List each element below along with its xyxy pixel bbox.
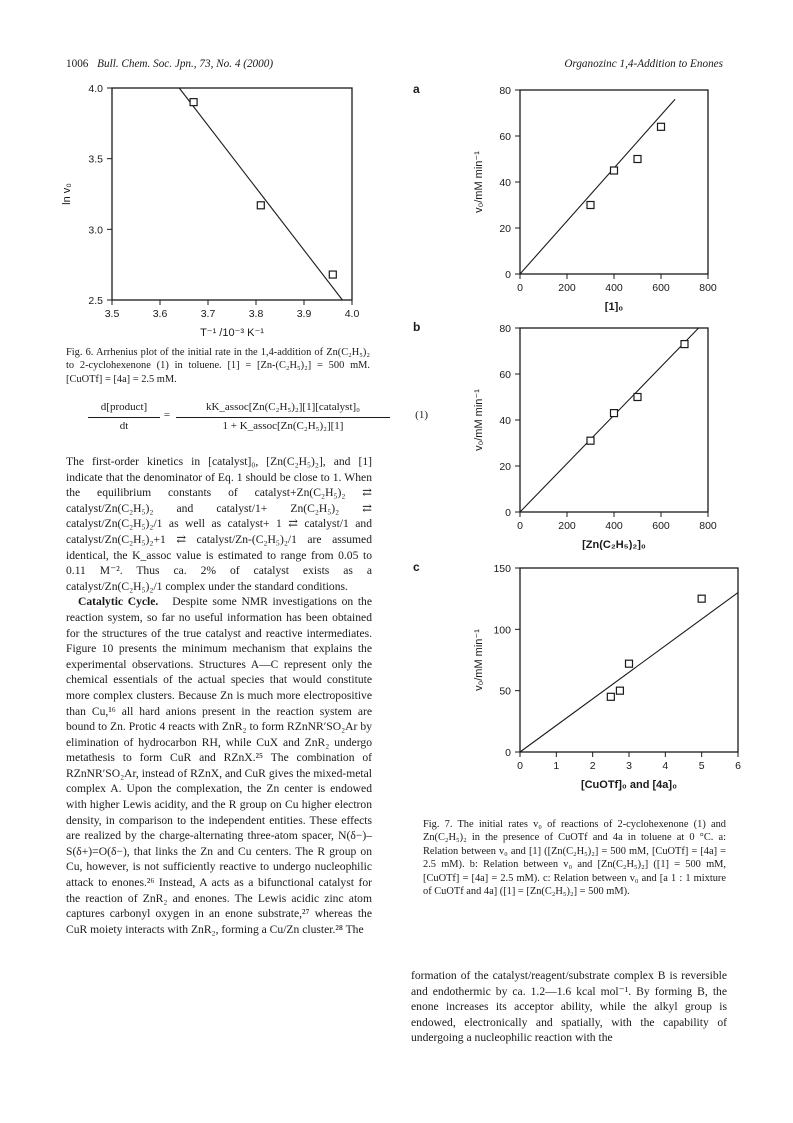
fig7-panel-c-letter: c bbox=[413, 560, 420, 574]
eq-rhs-numerator: kK_assoc[Zn(C₂H₅)₂][1][catalyst]₀ bbox=[205, 401, 360, 413]
eq-equals-sign: = bbox=[163, 409, 171, 421]
y-tick-label: 60 bbox=[499, 131, 511, 143]
y-tick-label: 40 bbox=[499, 415, 511, 427]
y-tick-label: 2.5 bbox=[88, 295, 103, 307]
y-tick-label: 80 bbox=[499, 323, 511, 335]
data-point bbox=[634, 394, 641, 401]
y-tick-label: 0 bbox=[505, 747, 511, 759]
fig7-panel-a-plot bbox=[470, 80, 740, 312]
data-point bbox=[587, 202, 594, 209]
x-tick-label: 6 bbox=[735, 760, 741, 772]
y-tick-label: 80 bbox=[499, 85, 511, 97]
x-tick-label: 800 bbox=[699, 520, 717, 532]
journal-citation: Bull. Chem. Soc. Jpn., 73, No. 4 (2000) bbox=[97, 58, 274, 70]
x-axis-label: [1]₀ bbox=[604, 301, 624, 312]
plot-frame bbox=[520, 328, 708, 512]
x-tick-label: 3.5 bbox=[104, 308, 120, 320]
fig7-caption: Fig. 7. The initial rates v₀ of reactions of 2-cyclohexenone (1) and Zn(C₂H₅)₂ in the presence of CuOTf and 4a in toluene at 0 °C. a: Relation between v₀ and [1] ([Zn(C₂H₅)₂] = 500 mM, [CuOTf] = [4a] = 2.5 mM). b: Relation between v₀ and [Zn(C₂H₅)₂] ([1] = 500 mM, [CuOTf] = [4a] = 2.5 mM). c: Relation between v₀ and [a 1 : 1 mixture of CuOTf and 4a] ([1] = [Zn(C₂H₅)₂] = 500 mM). bbox=[423, 819, 726, 898]
x-tick-label: 200 bbox=[558, 520, 576, 532]
x-tick-label: 5 bbox=[698, 760, 705, 772]
x-axis-label: T⁻¹ /10⁻³ K⁻¹ bbox=[200, 327, 264, 339]
eq-rhs-fraction-bar bbox=[176, 417, 390, 418]
y-tick-label: 60 bbox=[499, 369, 511, 381]
x-tick-label: 1 bbox=[553, 760, 560, 772]
eq-lhs-fraction-bar bbox=[88, 417, 160, 418]
fit-line bbox=[179, 88, 342, 300]
x-tick-label: 600 bbox=[652, 282, 670, 294]
x-tick-label: 0 bbox=[517, 282, 523, 294]
running-title: Organozinc 1,4-Addition to Enones bbox=[564, 58, 723, 70]
paragraph-catalytic-cycle bbox=[66, 594, 372, 937]
fit-line bbox=[520, 99, 675, 274]
paragraph-complex-formation: formation of the catalyst/reagent/substrate complex B is reversible and endothermic by ca. 1.2—1.6 kcal mol⁻¹. By forming B, the enone increases its acceptor ability, while the alkyl group is endowed, electronically and spatially, with the capability of undergoing a nucleophilic reaction with the bbox=[411, 969, 727, 1045]
y-tick-label: 3.0 bbox=[88, 224, 103, 237]
fig6-arrhenius-plot bbox=[60, 80, 390, 342]
x-tick-label: 4.0 bbox=[344, 308, 360, 320]
x-tick-label: 0 bbox=[517, 760, 523, 772]
body-right-column bbox=[411, 968, 727, 1046]
data-point bbox=[634, 156, 641, 163]
fit-line bbox=[520, 328, 699, 512]
x-tick-label: 3.7 bbox=[200, 308, 216, 320]
x-tick-label: 0 bbox=[517, 520, 523, 532]
running-header-left bbox=[66, 58, 273, 70]
fig7-panel-b-letter: b bbox=[413, 320, 421, 334]
data-point bbox=[329, 271, 336, 278]
data-point bbox=[658, 123, 665, 130]
y-tick-label: 20 bbox=[499, 223, 511, 235]
x-tick-label: 3.8 bbox=[248, 308, 264, 320]
section-heading-catalytic-cycle: Catalytic Cycle. bbox=[78, 595, 159, 609]
y-tick-label: 50 bbox=[499, 685, 511, 698]
y-axis-label: v₀/mM min⁻¹ bbox=[473, 389, 485, 451]
eq-rhs-denominator: 1 + K_assoc[Zn(C₂H₅)₂][1] bbox=[222, 420, 344, 432]
fit-line bbox=[520, 593, 738, 752]
x-tick-label: 400 bbox=[605, 282, 623, 294]
y-tick-label: 100 bbox=[493, 624, 511, 637]
x-tick-label: 600 bbox=[652, 520, 670, 532]
y-tick-label: 0 bbox=[505, 507, 511, 519]
data-point bbox=[611, 410, 618, 417]
x-tick-label: 800 bbox=[699, 282, 717, 294]
paragraph-first-order-kinetics: The first-order kinetics in [catalyst]₀, [Zn(C₂H₅)₂], and [1] indicate that the denominator of Eq. 1 should be close to 1. When the equilibrium constants of catalyst+Zn(C₂H₅)₂ ⇄ catalyst/Zn(C₂H₅)₂ and catalyst/1+ Zn(C₂H₅)₂ ⇄ catalyst/Zn(C₂H₅)₂/1 as well as catalyst+ 1 ⇄ catalyst/1 and catalyst/Zn(C₂H₅)₂+1 ⇄ catalyst/Zn-(C₂H₅)₂/1 are assumed identical, the K_assoc value is estimated to range from 0.05 to 0.11 M⁻². Thus ca. 2% of catalyst exists as a catalyst/Zn(C₂H₅)₂/1 complex under the standard conditions. bbox=[66, 455, 372, 593]
y-tick-label: 3.5 bbox=[88, 153, 103, 166]
data-point bbox=[616, 687, 623, 694]
x-tick-label: 3 bbox=[626, 760, 632, 772]
y-axis-label: v₀/mM min⁻¹ bbox=[473, 629, 485, 691]
y-tick-label: 40 bbox=[499, 177, 511, 189]
x-tick-label: 3.6 bbox=[152, 308, 168, 320]
plot-frame bbox=[520, 90, 708, 274]
rate-equation bbox=[88, 400, 428, 440]
data-point bbox=[698, 595, 705, 602]
x-tick-label: 200 bbox=[558, 282, 576, 294]
y-tick-label: 20 bbox=[499, 461, 511, 473]
fig7-panel-a-letter: a bbox=[413, 82, 420, 96]
x-axis-label: [CuOTf]₀ and [4a]₀ bbox=[580, 779, 678, 791]
fig7-panel-b-plot bbox=[470, 318, 740, 550]
plot-frame bbox=[112, 88, 352, 300]
y-tick-label: 0 bbox=[505, 269, 511, 281]
data-point bbox=[587, 437, 594, 444]
data-point bbox=[190, 99, 197, 106]
y-axis-label: v₀/mM min⁻¹ bbox=[473, 151, 485, 213]
data-point bbox=[626, 660, 633, 667]
catalytic-cycle-text: Despite some NMR investigations on the reaction system, so far no useful information has been obtained for the structures of the true catalyst and reactive intermediates. Figure 10 presents the minimum mechanism that explains the experimental observations. Structures A—C represent only the chemical essentials of the actual species that would constitute more complex clusters. Because Zn is much more electropositive than Cu,¹⁶ all hard anions present in the reaction system are bound to Zn. Protic 4 reacts with ZnR₂ to form RZnNR′SO₂Ar by elimination of hydrocarbon RH, while CuX and ZnR₂ undergo metathesis to form CuR and RZnX.²⁵ The combination of RZnNR′SO₂Ar, instead of RZnX, and CuR gives the mixed-metal complex A. Upon the complexation, the Zn center is endowed with higher Lewis acidity, and the R group on Cu higher electron density, in comparison to the independent entities. These effects are realized by the charge-alternating three-atom spacer, N(δ−)–S(δ+)=O(δ−), that links the Zn and Cu centers. The R group on Cu, however, is not sufficiently reactive to undergo nucleophilic attack to enones.²⁶ Instead, A acts as a bifunctional catalyst for the reaction of ZnR₂ and enones. The Lewis acidic zinc atom captures carbonyl oxygen in an enone substrate,²⁷ whereas the CuR moiety interacts with ZnR₂, forming a Cu/Zn cluster.²⁸ The bbox=[66, 595, 372, 936]
data-point bbox=[681, 341, 688, 348]
fig6-caption: Fig. 6. Arrhenius plot of the initial rate in the 1,4-addition of Zn(C₂H₅)₂ to 2-cyclohexenone (1) in toluene. [1] = [Zn-(C₂H₅)₂] = 500 mM. [CuOTf] = [4a] = 2.5 mM. bbox=[66, 347, 370, 385]
x-tick-label: 400 bbox=[605, 520, 623, 532]
x-tick-label: 3.9 bbox=[296, 308, 312, 320]
fig7-panel-c-plot bbox=[470, 558, 750, 808]
data-point bbox=[611, 167, 618, 174]
data-point bbox=[257, 202, 264, 209]
y-tick-label: 4.0 bbox=[88, 83, 103, 95]
page-number: 1006 bbox=[66, 58, 89, 70]
body-left-column bbox=[66, 454, 372, 937]
x-axis-label: [Zn(C₂H₅)₂]₀ bbox=[582, 539, 646, 550]
data-point bbox=[607, 693, 614, 700]
eq-lhs-numerator: d[product] bbox=[100, 401, 148, 413]
x-tick-label: 4 bbox=[662, 760, 669, 772]
y-tick-label: 150 bbox=[493, 563, 511, 575]
x-tick-label: 2 bbox=[589, 760, 596, 772]
eq-number: (1) bbox=[415, 409, 428, 421]
y-axis-label: ln v₀ bbox=[61, 183, 73, 205]
eq-lhs-denominator: dt bbox=[119, 420, 129, 432]
